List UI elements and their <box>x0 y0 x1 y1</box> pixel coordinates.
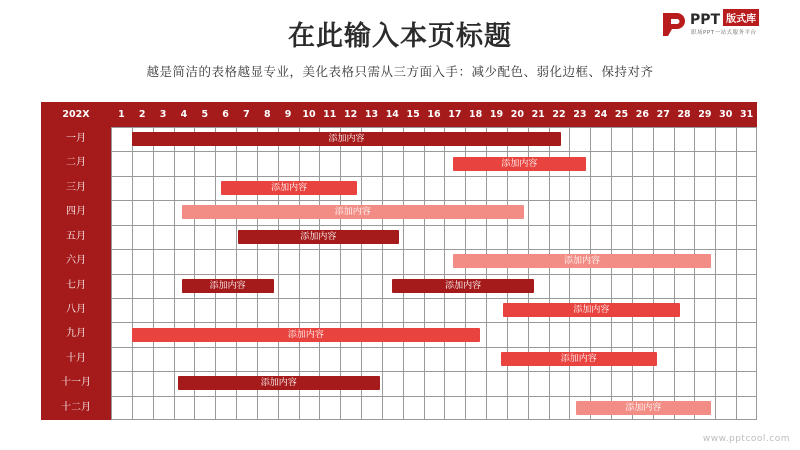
logo-tagline: 职场PPT一站式服务平台 <box>691 30 757 36</box>
task-bar[interactable]: 添加内容 <box>182 205 524 219</box>
task-bar[interactable]: 添加内容 <box>392 279 534 293</box>
month-label-cell: 九月 <box>66 328 86 340</box>
grid-col-line <box>153 127 154 420</box>
task-bar[interactable]: 添加内容 <box>501 352 657 366</box>
day-header-cell: 14 <box>385 109 399 120</box>
day-header-cell: 9 <box>284 109 292 120</box>
day-header-cell: 11 <box>323 109 337 120</box>
grid-col-line <box>403 127 404 420</box>
task-bar[interactable]: 添加内容 <box>182 279 274 293</box>
task-bar[interactable]: 添加内容 <box>453 157 586 171</box>
grid-col-line <box>549 127 550 420</box>
task-bar[interactable]: 添加内容 <box>503 303 680 317</box>
task-bar[interactable]: 添加内容 <box>238 230 398 244</box>
grid-row-line <box>111 176 757 177</box>
day-header-cell: 15 <box>406 109 420 120</box>
day-header-cell: 25 <box>614 109 629 120</box>
day-header-cell: 17 <box>448 109 462 120</box>
day-header-cell: 21 <box>531 109 545 120</box>
day-header-cell: 20 <box>510 109 524 120</box>
grid-row-line <box>111 225 757 226</box>
month-label-cell: 四月 <box>66 206 86 218</box>
grid-col-line <box>736 127 737 420</box>
grid-col-line <box>424 127 425 420</box>
grid-col-line <box>611 127 612 420</box>
month-label-cell: 十月 <box>66 352 86 364</box>
day-header-cell: 30 <box>719 109 733 120</box>
month-label-cell: 十一月 <box>61 377 91 389</box>
task-bar[interactable]: 添加内容 <box>221 181 356 195</box>
corner-cell: 202X <box>62 109 90 120</box>
month-label-cell: 五月 <box>66 230 86 242</box>
logo-text <box>690 9 759 28</box>
day-header-cell: 12 <box>344 109 358 120</box>
day-header-cell: 19 <box>489 109 504 120</box>
task-bar[interactable]: 添加内容 <box>576 401 711 415</box>
brand-logo <box>660 8 790 40</box>
month-label-cell: 七月 <box>66 279 86 291</box>
day-header-cell: 10 <box>302 109 316 120</box>
grid-col-line <box>569 127 570 420</box>
day-header-cell: 26 <box>635 109 649 120</box>
grid-col-line <box>674 127 675 420</box>
day-header-cell: 6 <box>222 109 229 120</box>
grid-col-line <box>590 127 591 420</box>
grid-row-line <box>111 396 757 397</box>
logo-wordmark: PPT <box>690 12 721 28</box>
day-header-cell: 4 <box>180 109 188 120</box>
day-header-cell: 5 <box>201 109 209 120</box>
month-label-cell: 六月 <box>66 255 86 267</box>
day-header-cell: 29 <box>698 109 712 120</box>
grid-row-line <box>111 371 757 372</box>
grid-row-line <box>111 298 757 299</box>
grid-col-line <box>756 127 757 420</box>
day-header-cell: 22 <box>552 109 566 120</box>
day-header-cell: 31 <box>739 109 754 120</box>
page-subtitle: 越是简洁的表格越显专业，美化表格只需从三方面入手：减少配色、弱化边框、保持对齐 <box>146 64 654 79</box>
month-label-cell: 八月 <box>66 303 86 315</box>
day-header-cell: 16 <box>427 109 441 120</box>
grid-col-line <box>486 127 487 420</box>
day-header-cell: 28 <box>677 109 691 120</box>
day-header-cell: 13 <box>364 109 379 120</box>
grid-col-line <box>528 127 529 420</box>
day-header-cell: 3 <box>159 109 167 120</box>
month-label-cell: 十二月 <box>61 401 91 413</box>
day-header-cell: 1 <box>118 109 125 120</box>
task-bar[interactable]: 添加内容 <box>453 254 711 268</box>
month-label-cell: 三月 <box>66 181 86 193</box>
logo-p-icon <box>660 10 688 38</box>
task-bar[interactable]: 添加内容 <box>132 328 480 342</box>
day-header-cell: 18 <box>469 109 483 120</box>
grid-row-line <box>111 419 757 420</box>
grid-col-line <box>507 127 508 420</box>
day-header-cell: 23 <box>573 109 587 120</box>
day-header-cell: 7 <box>243 109 250 120</box>
grid-col-line <box>715 127 716 420</box>
grid-col-line <box>653 127 654 420</box>
grid-row-line <box>111 200 757 201</box>
grid-col-line <box>632 127 633 420</box>
month-label-cell: 一月 <box>66 133 86 144</box>
grid-col-line <box>174 127 175 420</box>
grid-row-line <box>111 127 757 128</box>
grid-col-line <box>694 127 695 420</box>
gantt-table <box>41 102 757 420</box>
grid-row-line <box>111 347 757 348</box>
day-header-cell: 8 <box>263 109 271 120</box>
day-header-cell: 27 <box>656 109 670 120</box>
task-bar[interactable]: 添加内容 <box>132 132 561 146</box>
grid-col-line <box>111 127 112 420</box>
grid-row-line <box>111 151 757 152</box>
logo-badge: 版式库 <box>723 9 759 26</box>
watermark: www.pptcool.com <box>702 434 790 444</box>
page-title: 在此输入本页标题 <box>288 21 512 52</box>
grid-row-line <box>111 249 757 250</box>
grid-col-line <box>444 127 445 420</box>
grid-col-line <box>132 127 133 420</box>
day-header-cell: 2 <box>138 109 146 120</box>
month-label-cell: 二月 <box>66 157 86 169</box>
day-header-cell: 24 <box>594 109 608 120</box>
task-bar[interactable]: 添加内容 <box>178 376 380 390</box>
grid-row-line <box>111 322 757 323</box>
grid-row-line <box>111 274 757 275</box>
grid-col-line <box>465 127 466 420</box>
grid-col-line <box>382 127 383 420</box>
